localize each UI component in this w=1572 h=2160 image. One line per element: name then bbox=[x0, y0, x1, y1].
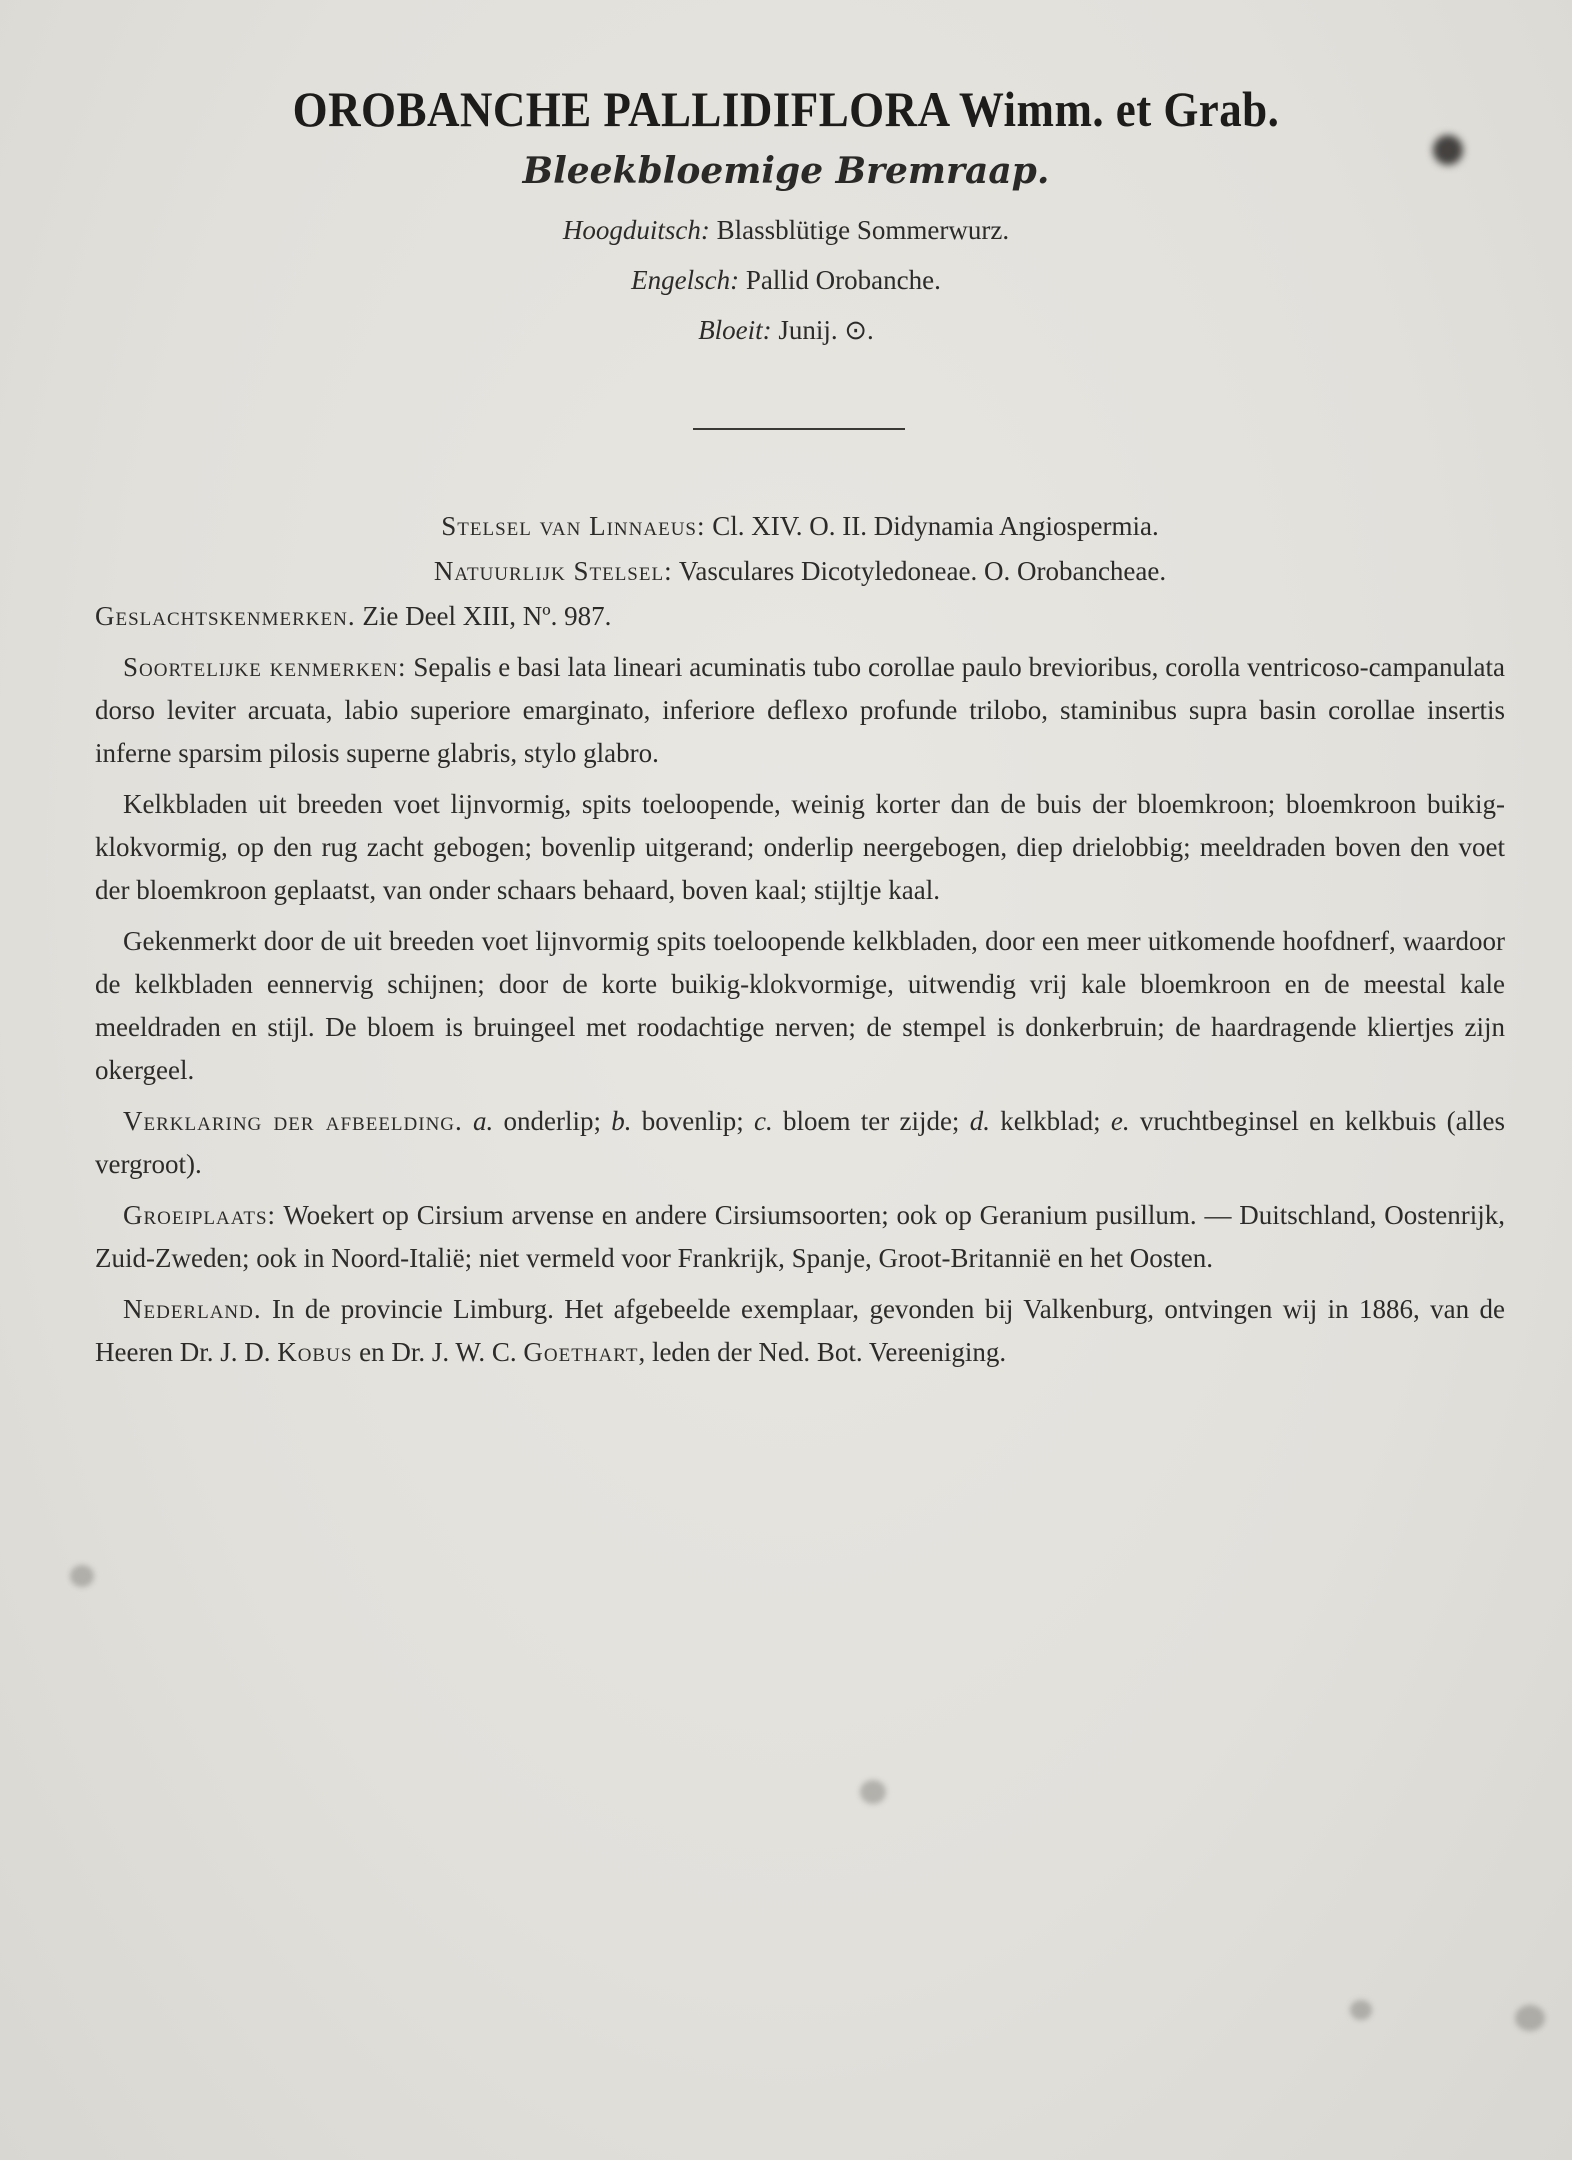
natural-system-text: Vasculares Dicotyledoneae. O. Orobancheae. bbox=[678, 556, 1167, 586]
page-title: OROBANCHE PALLIDIFLORA Wimm. et Grab. bbox=[292, 81, 1280, 137]
figure-explanation-section bbox=[95, 1100, 1505, 1186]
habitat-text: Woekert op Cirsium arvense en andere Cirsiumsoorten; ook op Geranium pusillum. — Duitschland, Oostenrijk, Zuid-Zweden; ook in Noord-Italië; niet vermeld voor Frankrijk, Spanje, Groot-Britannië en het Oosten. bbox=[95, 1200, 1505, 1273]
figure-item: onderlip; bbox=[503, 1106, 602, 1136]
english-value: Pallid Orobanche. bbox=[745, 265, 941, 295]
linnaeus-label: Stelsel van Linnaeus: bbox=[441, 511, 706, 541]
collector-name: Goethart bbox=[523, 1337, 639, 1367]
habitat-section bbox=[95, 1194, 1505, 1280]
figure-item: kelkblad; bbox=[1000, 1106, 1101, 1136]
genus-text: Zie Deel XIII, Nº. 987. bbox=[362, 601, 612, 631]
species-label: Soortelijke kenmerken: bbox=[123, 652, 407, 682]
dutch-description: Kelkbladen uit breeden voet lijnvormig, spits toeloopende, weinig korter dan de buis der bloemkroon; bloemkroon buikig-klokvormig, op den rug zacht gebogen; bovenlip uitgerand; onderlip neergebogen, diep drielobbig; meeldraden boven den voet der bloemkroon geplaatst, van onder schaars behaard, boven kaal; stijltje kaal. bbox=[95, 789, 1505, 905]
english-label: Engelsch: bbox=[631, 265, 740, 295]
german-value: Blassblütige Sommerwurz. bbox=[716, 215, 1010, 245]
main-text bbox=[95, 505, 1505, 1382]
figure-item: bloem ter zijde; bbox=[783, 1106, 960, 1136]
netherlands-text: , leden der Ned. Bot. Vereeniging. bbox=[638, 1337, 1007, 1367]
linnaeus-section bbox=[95, 505, 1505, 548]
genus-label: Geslachtskenmerken. bbox=[95, 601, 356, 631]
figure-explanation-label: Verklaring der afbeelding. bbox=[123, 1106, 463, 1136]
foxing-spot bbox=[70, 1565, 94, 1587]
figure-letter: c. bbox=[754, 1106, 773, 1136]
collector-name: Kobus bbox=[277, 1337, 353, 1367]
german-label: Hoogduitsch: bbox=[562, 215, 710, 245]
figure-letter: b. bbox=[611, 1106, 632, 1136]
species-text: Sepalis e basi lata lineari acuminatis tubo corollae paulo brevioribus, corolla ventricoso-campanulata dorso leviter arcuata, labio superiore emarginato, inferiore deflexo profunde trilobo, staminibus supra basin corollae insertis inferne sparsim pilosis superne glabris, stylo glabro. bbox=[95, 652, 1505, 768]
foxing-spot bbox=[1350, 2000, 1372, 2020]
netherlands-label: Nederland. bbox=[123, 1294, 262, 1324]
header-divider bbox=[693, 428, 905, 430]
figure-item: vruchtbeginsel en kelkbuis (alles vergroot). bbox=[95, 1106, 1506, 1179]
netherlands-text: In de provincie Limburg. Het afgebeelde exemplaar, gevonden bij Valkenburg, ontvingen wij in 1886, van de Heeren Dr. J. D. bbox=[95, 1294, 1506, 1367]
figure-letter: d. bbox=[969, 1106, 990, 1136]
german-name-line bbox=[0, 215, 1572, 246]
bloom-line bbox=[0, 315, 1572, 346]
bloom-label: Bloeit: bbox=[698, 315, 772, 345]
figure-item: bovenlip; bbox=[641, 1106, 744, 1136]
habitat-label: Groeiplaats: bbox=[123, 1200, 277, 1230]
figure-letter: a. bbox=[473, 1106, 494, 1136]
netherlands-text: en Dr. J. W. C. bbox=[359, 1337, 517, 1367]
genus-section bbox=[95, 595, 1505, 638]
foxing-spot bbox=[860, 1780, 886, 1804]
natural-system-label: Natuurlijk Stelsel: bbox=[433, 556, 673, 586]
dutch-common-name: Bleekbloemige Bremraap. bbox=[522, 150, 1050, 192]
linnaeus-text: Cl. XIV. O. II. Didynamia Angiospermia. bbox=[712, 511, 1159, 541]
bloom-value: Junij. ⊙. bbox=[778, 315, 874, 345]
figure-letter: e. bbox=[1110, 1106, 1130, 1136]
characteristics-paragraph: Gekenmerkt door de uit breeden voet lijnvormig spits toeloopende kelkbladen, door een meer uitkomende hoofdnerf, waardoor de kelkbladen eennervig schijnen; door de korte buikig-klokvormige, uitwendig vrij kale bloemkroon en de meestal kale meeldraden en stijl. De bloem is bruingeel met roodachtige nerven; de stempel is donkerbruin; de haardragende kliertjes zijn okergeel. bbox=[95, 926, 1505, 1085]
netherlands-section bbox=[95, 1288, 1505, 1374]
species-section bbox=[95, 646, 1505, 775]
foxing-spot bbox=[1515, 2005, 1545, 2031]
english-name-line bbox=[0, 265, 1572, 296]
natural-system-section bbox=[95, 550, 1505, 593]
